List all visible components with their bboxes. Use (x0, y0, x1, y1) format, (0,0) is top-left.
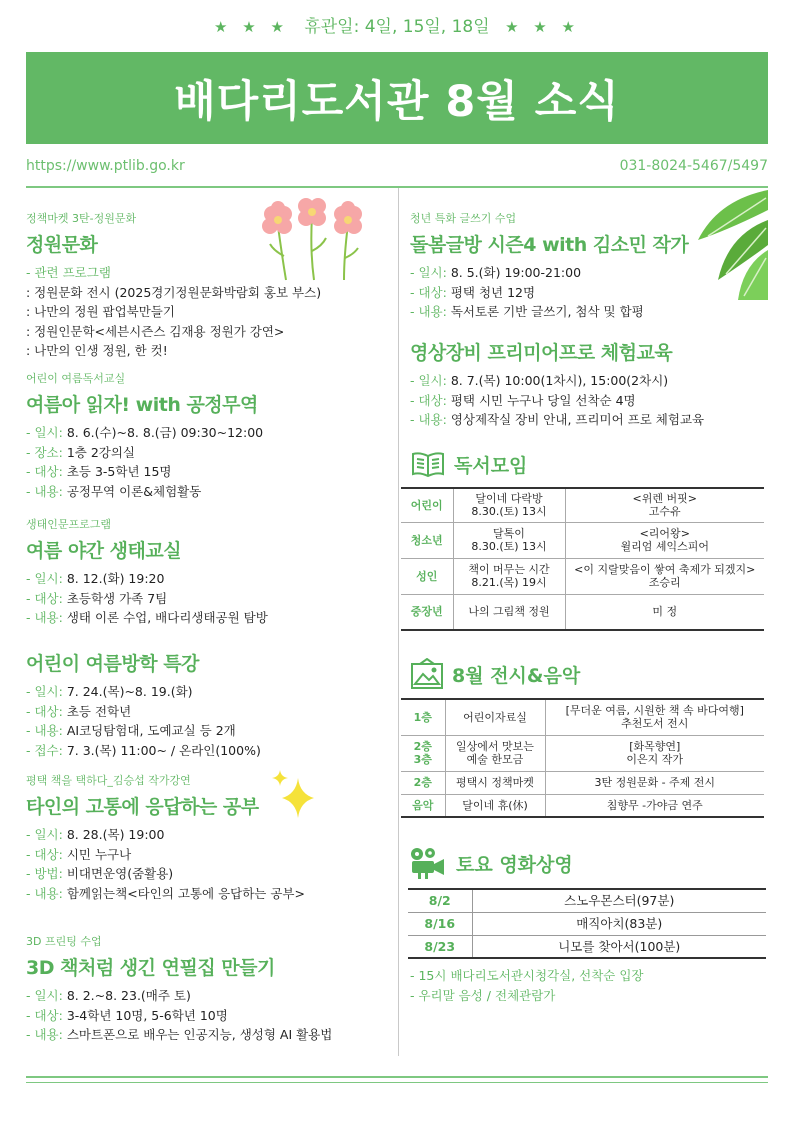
reading-section (26, 370, 263, 501)
list-item: - 15시 배다리도서관시청각실, 선착순 입장 (410, 968, 644, 983)
printing-section (26, 933, 332, 1045)
table-row: 8/16 매직아치(83분) (408, 912, 766, 935)
table-row: 성인 책이 머무는 시간 8.21.(목) 19시 <이 지랄맞음이 쌓여 축제가 되겠지> 조승리 (401, 558, 764, 594)
title-banner (26, 52, 768, 144)
eco-section (26, 516, 268, 628)
list-item: - 내용: 함께읽는책<타인의 고통에 응답하는 공부> (26, 885, 305, 901)
category-label: 어린이 여름독서교실 (26, 372, 126, 385)
table-row: 음악 달이네 휴(休) 침향무 -가야금 연주 (401, 794, 764, 817)
table-row: 1층 어린이자료실 [무더운 여름, 시원한 책 속 바다여행] 추천도서 전시 (401, 699, 764, 735)
table-row: 8/2 스노우몬스터(97분) (408, 889, 766, 912)
category-label: 정책마켓 3탄-정원문화 (26, 212, 137, 225)
exhibit-title: 8월 전시&음악 (452, 664, 581, 687)
list-item: - 내용: 생태 이론 수업, 배다리생태공원 탐방 (26, 610, 268, 625)
category-label: 평택 책을 택하다_김승섭 작가강연 (26, 774, 191, 787)
list-item: - 대상: 3-4학년 10명, 5-6학년 10명 (26, 1007, 228, 1023)
list-item: - 대상: 초등 3-5학년 15명 (26, 464, 172, 479)
list-item: - 접수: 7. 3.(목) 11:00~ / 온라인(100%) (26, 742, 261, 758)
section-title: 돌봄글방 시즌4 with 김소민 작가 (410, 234, 689, 256)
list-item: - 방법: 비대면운영(줌활용) (26, 866, 174, 881)
divider (26, 1076, 768, 1078)
list-item: : 나만의 인생 정원, 한 컷! (26, 343, 168, 358)
list-item: - 일시: 8. 12.(화) 19:20 (26, 571, 165, 586)
garden-section (26, 210, 321, 361)
list-item: : 정원인문학<세븐시즌스 김재용 정원가 강연> (26, 323, 285, 339)
list-item: - 내용: 스마트폰으로 배우는 인공지능, 생성형 AI 활용법 (26, 1027, 333, 1042)
section-title: 여름 야간 생태교실 (26, 540, 182, 562)
section-title: 정원문화 (26, 234, 98, 256)
movie-title: 토요 영화상영 (456, 853, 573, 876)
section-title: 영상장비 프리미어프로 체험교육 (410, 342, 673, 364)
list-item: - 내용: 독서토론 기반 글쓰기, 첨삭 및 합평 (410, 304, 644, 319)
list-item: : 나만의 정원 팝업북만들기 (26, 304, 175, 319)
star-decoration: ★ ★ ★ (214, 18, 289, 36)
list-item: - 대상: 초등학생 가족 7팀 (26, 590, 168, 606)
vacation-section (26, 645, 261, 760)
film-projector-icon (408, 846, 448, 880)
table-row: 중장년 나의 그림책 정원 미 정 (401, 594, 764, 630)
book-club-heading (410, 450, 527, 478)
library-url[interactable]: https://www.ptlib.go.kr (26, 158, 185, 174)
divider (26, 1082, 768, 1083)
picture-icon (410, 658, 444, 690)
list-item: - 내용: 공정무역 이론&체험활동 (26, 483, 202, 499)
table-row: 어린이 달이네 다락방 8.30.(토) 13시 <위렌 버핏> 고수유 (401, 488, 764, 522)
movie-heading (408, 846, 573, 880)
category-label: 청년 특화 글쓰기 수업 (410, 212, 517, 225)
list-item: - 우리말 음성 / 전체관람가 (410, 987, 556, 1003)
list-item: - 일시: 8. 7.(목) 10:00(1차시), 15:00(2차시) (410, 373, 669, 388)
list-item: : 정원문화 전시 (2025경기정원문화박람회 홍보 부스) (26, 284, 322, 300)
table-row: 2층 평택시 정책마켓 3탄 정원문화 - 주제 전시 (401, 771, 764, 794)
list-item: - 대상: 초등 전학년 (26, 703, 132, 719)
section-title: 3D 책처럼 생긴 연필집 만들기 (26, 957, 275, 979)
category-label: 생태인문프로그램 (26, 518, 112, 531)
book-icon (410, 450, 446, 478)
book-club-table (401, 487, 764, 631)
leaf-icon (688, 190, 768, 300)
table-row: 8/23 니모를 찾아서(100분) (408, 935, 766, 958)
list-item: - 일시: 8. 28.(목) 19:00 (26, 827, 165, 842)
list-item: - 일시: 8. 6.(수)~8. 8.(금) 09:30~12:00 (26, 425, 264, 440)
divider (26, 186, 768, 188)
star-decoration: ★ ★ ★ (505, 18, 580, 36)
closed-days: 휴관일: 4일, 15일, 18일 (304, 17, 490, 37)
premiere-section (410, 334, 704, 430)
list-item: - 일시: 7. 24.(목)~8. 19.(화) (26, 684, 193, 699)
movie-table (408, 888, 766, 959)
list-item: - 관련 프로그램 (26, 265, 111, 280)
list-item: - 대상: 평택 청년 12명 (410, 284, 536, 300)
list-item: - 장소: 1층 2강의실 (26, 444, 136, 460)
table-row: 청소년 달톡이 8.30.(토) 13시 <리어왕> 윌리엄 셰익스피어 (401, 522, 764, 558)
list-item: - 대상: 시민 누구나 (26, 846, 132, 862)
column-divider (398, 188, 399, 1056)
exhibit-heading (410, 658, 580, 690)
section-title: 어린이 여름방학 특강 (26, 653, 199, 675)
section-title: 여름아 읽자! with 공정무역 (26, 394, 258, 416)
section-title: 타인의 고통에 응답하는 공부 (26, 796, 259, 818)
book-club-title: 독서모임 (454, 454, 528, 477)
movie-notes (410, 966, 643, 1005)
exhibit-table (401, 698, 764, 818)
closed-days-notice (0, 12, 794, 37)
page-title: 배다리도서관 8월 소식 (174, 76, 620, 127)
list-item: - 일시: 8. 2.~8. 23.(매주 토) (26, 988, 191, 1003)
library-phone: 031-8024-5467/5497 (619, 158, 768, 174)
lecture-section (26, 772, 305, 903)
table-row: 2층 3층 일상에서 맛보는 예술 한모금 [화목향연] 이은지 작가 (401, 735, 764, 771)
list-item: - 내용: 영상제작실 장비 안내, 프리미어 프로 체험교육 (410, 412, 705, 427)
list-item: - 내용: AI코딩탐험대, 도예교실 등 2개 (26, 723, 236, 738)
category-label: 3D 프린팅 수업 (26, 935, 102, 948)
writing-section (410, 210, 688, 322)
list-item: - 일시: 8. 5.(화) 19:00-21:00 (410, 265, 582, 280)
list-item: - 대상: 평택 시민 누구나 당일 선착순 4명 (410, 392, 636, 408)
